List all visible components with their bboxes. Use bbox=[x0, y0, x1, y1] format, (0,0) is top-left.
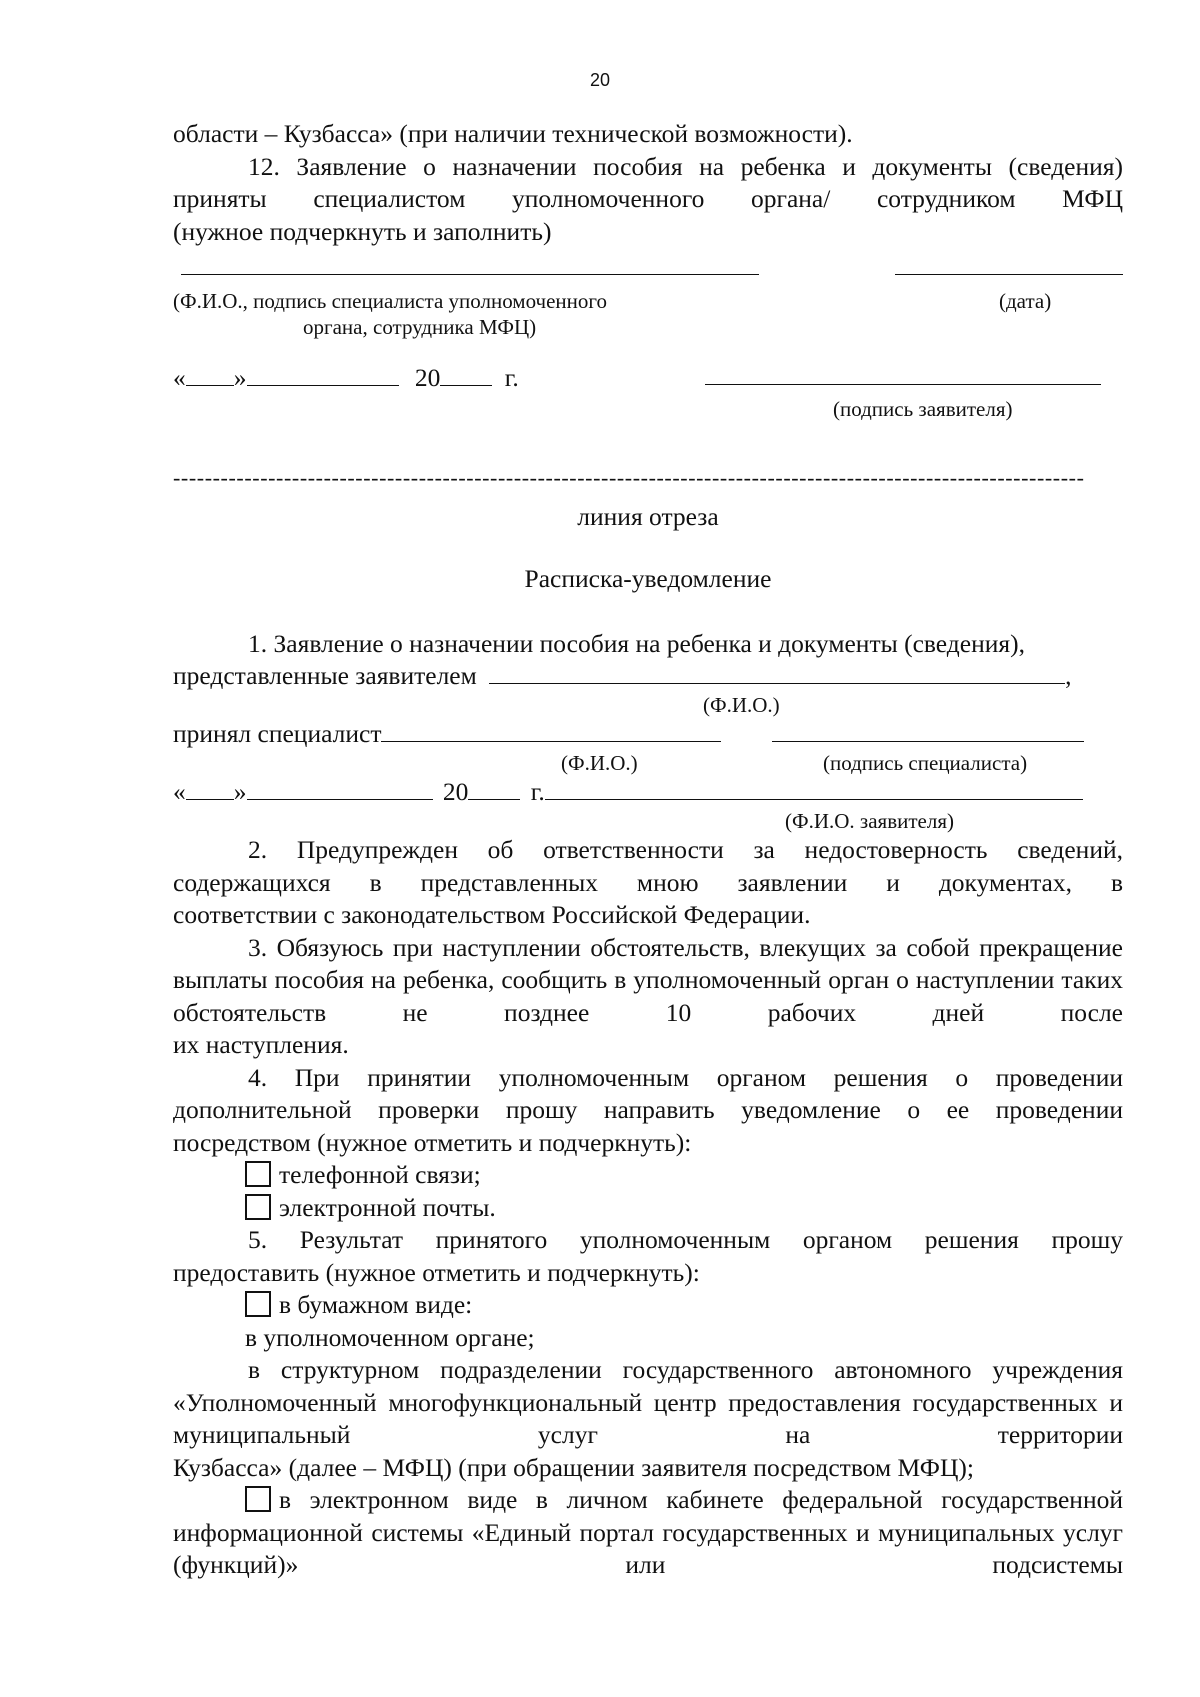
applicant-name-field[interactable] bbox=[489, 661, 1065, 684]
electronic-checkbox[interactable] bbox=[245, 1486, 271, 1512]
receipt-paragraph-4-last: посредством (нужное отметить и подчеркнуть): bbox=[173, 1127, 692, 1157]
option-electronic-label: в электронном виде в личном кабинете федеральной государственной информационной системы «Единый портал государственных и муниципальных услуг (функций)» или подсистемы bbox=[173, 1485, 1123, 1579]
applicant-signature-caption: (подпись заявителя) bbox=[833, 397, 1013, 421]
cut-line: ------------------------------------------------------------------------------------------------------------------- bbox=[173, 465, 1085, 490]
applicant-row bbox=[173, 660, 1123, 692]
option-paper bbox=[173, 1289, 1123, 1322]
year-suffix-2: г. bbox=[530, 777, 545, 806]
option-email bbox=[173, 1192, 1123, 1225]
receipt-paragraph-2: 2. Предупрежден об ответственности за недостоверность сведений, содержащихся в представленных мною заявлении и документах, в bbox=[173, 835, 1123, 897]
page-number: 20 bbox=[589, 70, 611, 90]
option-paper-mfc-last: Кузбасса» (далее – МФЦ) (при обращении заявителя посредством МФЦ); bbox=[173, 1452, 974, 1482]
paragraph-12-last: (нужное подчеркнуть и заполнить) bbox=[173, 216, 552, 246]
option-email-label: электронной почты. bbox=[279, 1192, 496, 1222]
applicant-fio-caption: (Ф.И.О.) bbox=[703, 693, 780, 717]
specialist-signature-caption: (подпись специалиста) bbox=[823, 751, 1028, 775]
open-quote: « bbox=[173, 363, 186, 392]
year-suffix: г. bbox=[504, 363, 519, 392]
receipt-title: Расписка-уведомление bbox=[524, 564, 772, 593]
specialist-signature-caption: (Ф.И.О., подпись специалиста уполномоченного bbox=[173, 289, 607, 313]
continuation-paragraph: области – Кузбасса» (при наличии технической возможности). bbox=[173, 119, 853, 148]
specialist-row bbox=[173, 718, 1123, 750]
receipt-paragraph-5: 5. Результат принятого уполномоченным органом решения прошу bbox=[248, 1225, 1123, 1254]
date-line[interactable] bbox=[895, 274, 1123, 275]
month-field[interactable] bbox=[247, 363, 399, 386]
receipt-paragraph-5-last: предоставить (нужное отметить и подчеркнуть): bbox=[173, 1257, 700, 1287]
specialist-signature-field[interactable] bbox=[772, 719, 1084, 742]
year-prefix: 20 bbox=[414, 363, 441, 392]
accepted-by-label: принял специалист bbox=[173, 719, 382, 748]
date-signature-row bbox=[173, 362, 1123, 454]
applicant-fio-field[interactable] bbox=[545, 777, 1083, 800]
applicant-prefix: представленные заявителем bbox=[173, 661, 477, 690]
option-electronic bbox=[173, 1484, 1123, 1582]
receipt-paragraph-2-last: соответствии с законодательством Российской Федерации. bbox=[173, 900, 811, 929]
specialist-captions bbox=[173, 750, 1123, 776]
receipt-paragraph-1: 1. Заявление о назначении пособия на ребенка и документы (сведения), bbox=[248, 628, 1025, 658]
paper-checkbox[interactable] bbox=[245, 1291, 271, 1317]
year-field[interactable] bbox=[440, 363, 492, 386]
email-checkbox[interactable] bbox=[245, 1194, 271, 1220]
option-paper-mfc: в структурном подразделении государственного автономного учреждения «Уполномоченный многофункциональный центр предоставления государственных и муниципальный услуг на территории bbox=[173, 1355, 1123, 1449]
open-quote-2: « bbox=[173, 777, 186, 806]
month-field-2[interactable] bbox=[247, 777, 433, 800]
option-phone bbox=[173, 1159, 1123, 1192]
specialist-name-field[interactable] bbox=[381, 719, 721, 742]
applicant-fio-caption-2: (Ф.И.О. заявителя) bbox=[785, 809, 954, 833]
close-quote: » bbox=[233, 363, 247, 392]
option-paper-authority: в уполномоченном органе; bbox=[245, 1322, 535, 1352]
year-field-2[interactable] bbox=[468, 777, 520, 800]
document-body bbox=[173, 118, 1123, 1582]
day-field-2[interactable] bbox=[186, 777, 234, 800]
phone-checkbox[interactable] bbox=[245, 1161, 271, 1187]
applicant-signature-line[interactable] bbox=[705, 384, 1101, 385]
signature-block-1 bbox=[173, 248, 1123, 340]
applicant-suffix: , bbox=[1065, 661, 1072, 690]
specialist-fio-caption: (Ф.И.О.) bbox=[561, 751, 638, 775]
year-prefix-2: 20 bbox=[442, 777, 469, 806]
day-field[interactable] bbox=[186, 363, 234, 386]
receipt-date-row bbox=[173, 776, 1123, 808]
date-caption: (дата) bbox=[999, 289, 1052, 313]
specialist-signature-line[interactable] bbox=[181, 274, 759, 275]
option-paper-label: в бумажном виде: bbox=[279, 1290, 473, 1319]
paragraph-12: 12. Заявление о назначении пособия на ребенка и документы (сведения) приняты специалистом уполномоченного органа/ сотрудником МФЦ bbox=[173, 151, 1123, 213]
receipt-paragraph-3: 3. Обязуюсь при наступлении обстоятельств, влекущих за собой прекращение выплаты пособия на ребенка, сообщить в уполномоченный орган о наступлении таких обстоятельств не позднее 10 рабочих дней после bbox=[173, 932, 1123, 1027]
close-quote-2: » bbox=[233, 777, 247, 806]
option-phone-label: телефонной связи; bbox=[279, 1160, 481, 1189]
specialist-signature-caption-2: органа, сотрудника МФЦ) bbox=[303, 315, 537, 339]
receipt-paragraph-4: 4. При принятии уполномоченным органом решения о проведении дополнительной проверки прошу направить уведомление о ее проведении bbox=[173, 1062, 1123, 1124]
cut-line-label: линия отреза bbox=[577, 501, 719, 531]
receipt-paragraph-3-last: их наступления. bbox=[173, 1030, 349, 1059]
